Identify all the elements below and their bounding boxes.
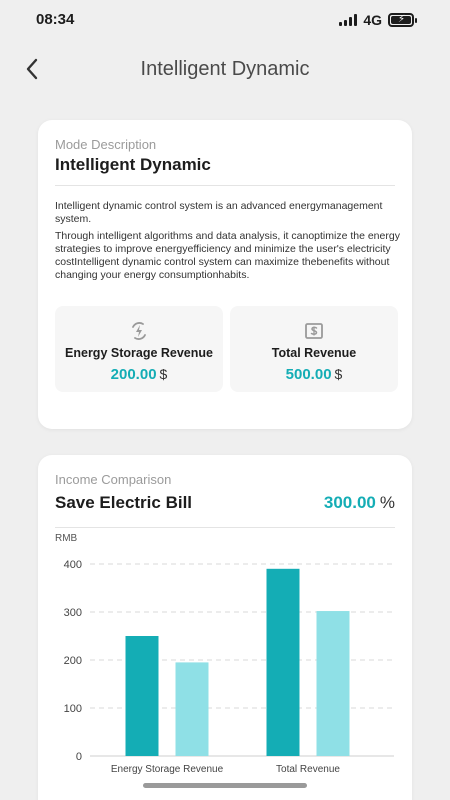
status-time: 08:34 bbox=[36, 11, 75, 28]
bar bbox=[317, 611, 350, 756]
y-tick-label: 400 bbox=[63, 559, 82, 571]
mode-title: Intelligent Dynamic bbox=[55, 155, 211, 174]
save-value: 300.00 bbox=[323, 493, 376, 512]
dollar-bill-icon bbox=[303, 320, 325, 342]
income-bar-chart bbox=[38, 525, 412, 785]
home-indicator bbox=[143, 783, 307, 788]
bar bbox=[176, 662, 209, 756]
currency-unit: $ bbox=[334, 366, 343, 382]
network-label: 4G bbox=[363, 12, 382, 28]
y-tick-label: 200 bbox=[63, 655, 82, 667]
mode-description-card bbox=[38, 120, 412, 429]
save-electric-bill-title: Save Electric Bill bbox=[55, 493, 193, 512]
energy-storage-revenue-value: 200.00 bbox=[110, 366, 157, 383]
y-axis-label: RMB bbox=[55, 533, 78, 544]
status-bar bbox=[0, 0, 450, 40]
mode-description-label: Mode Description bbox=[55, 137, 157, 152]
page-title: Intelligent Dynamic bbox=[140, 58, 310, 80]
mode-description-text-1: Intelligent dynamic control system is an advanced energymanagement system. bbox=[55, 200, 383, 225]
battery-charge-icon bbox=[128, 320, 150, 342]
total-revenue-value: 500.00 bbox=[285, 366, 332, 383]
bar bbox=[126, 636, 159, 756]
signal-icon bbox=[339, 14, 357, 26]
y-tick-label: 0 bbox=[75, 751, 82, 763]
status-indicators bbox=[339, 12, 414, 28]
percent-unit: % bbox=[379, 493, 395, 512]
energy-storage-revenue-box bbox=[55, 306, 223, 392]
stat-label: Energy Storage Revenue bbox=[65, 346, 213, 360]
y-tick-label: 100 bbox=[63, 703, 82, 715]
bar bbox=[267, 569, 300, 756]
income-comparison-card bbox=[38, 455, 412, 800]
income-comparison-label: Income Comparison bbox=[55, 472, 172, 487]
y-tick-label: 300 bbox=[63, 607, 82, 619]
total-revenue-box bbox=[230, 306, 398, 392]
nav-bar bbox=[0, 44, 450, 94]
divider bbox=[55, 185, 395, 186]
save-percentage bbox=[324, 493, 395, 513]
battery-icon: ⚡ bbox=[388, 13, 414, 27]
x-tick-label: Total Revenue bbox=[276, 764, 340, 775]
x-tick-label: Energy Storage Revenue bbox=[110, 764, 224, 775]
stat-label: Total Revenue bbox=[271, 346, 357, 360]
mode-description-text-2: Through intelligent algorithms and data analysis, it canoptimize the energy strategies to improve energyefficiency and minimize the user's electricity costIntelligent dynamic control system can maximize thebenefits without changing your energy consumptionhabits. bbox=[55, 230, 400, 281]
currency-unit: $ bbox=[159, 366, 168, 382]
